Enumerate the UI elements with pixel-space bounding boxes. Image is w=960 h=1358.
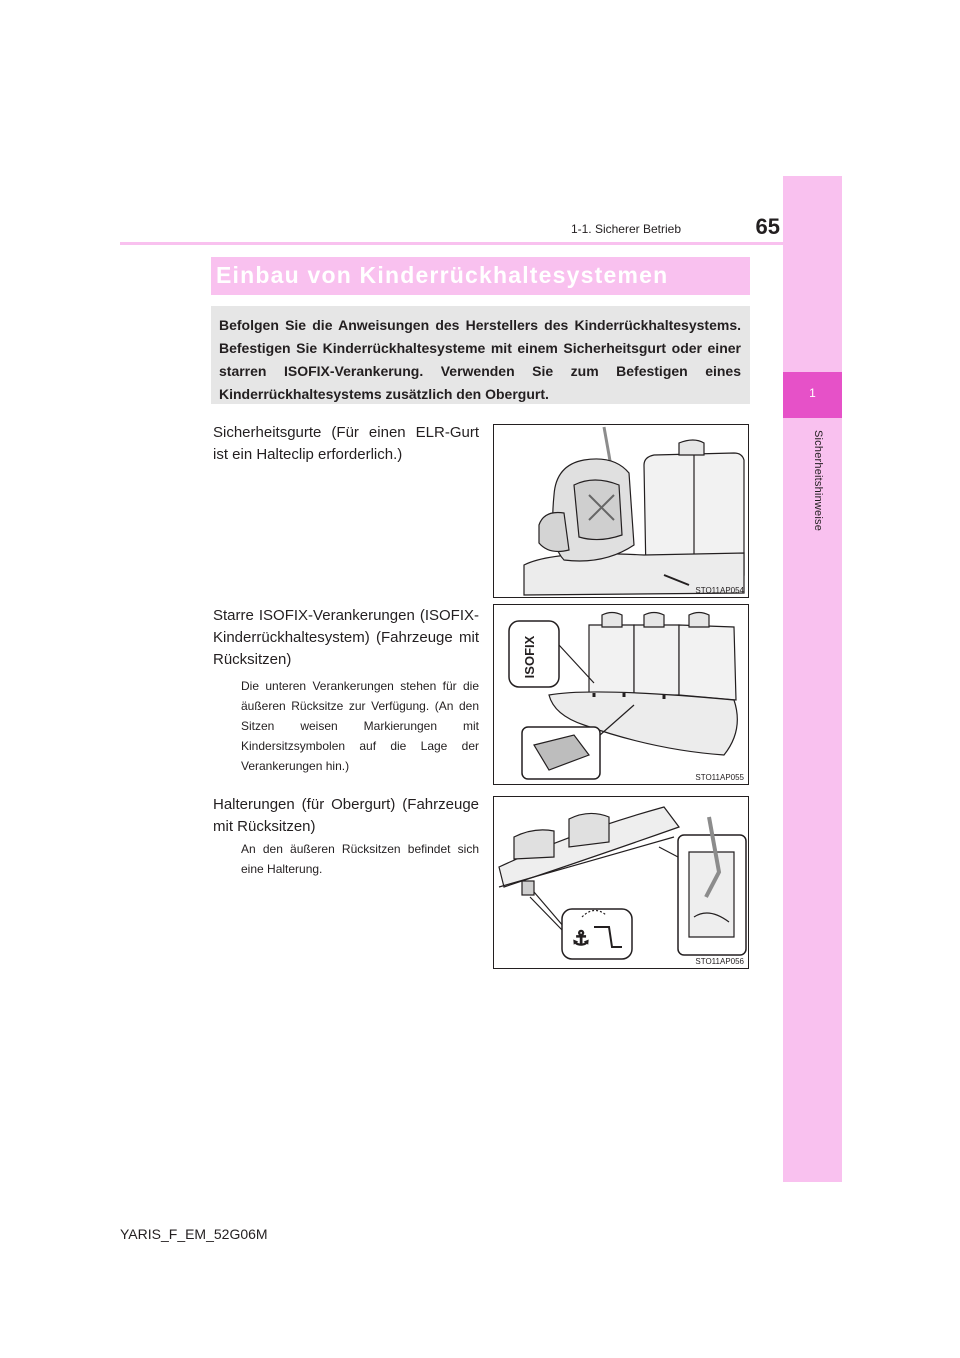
anchor-symbol-icon: ⚓	[572, 926, 590, 950]
isofix-label: ISOFIX	[522, 635, 537, 679]
chapter-side-tab	[783, 176, 842, 1182]
item-isofix-title: Starre ISOFIX-Verankerungen (ISOFIX-Kinderrückhaltesystem) (Fahrzeuge mit Rücksitzen)	[213, 607, 479, 668]
page-number: 65	[755, 214, 780, 239]
item-isofix-description: Die unteren Verankerungen stehen für die äußeren Rücksitze zur Verfügung. (An den Sitzen weisen Markierungen mit Kindersitzsymbolen auf die Lage der Verankerungen hin.)	[241, 679, 479, 773]
isofix-illustration	[494, 605, 749, 785]
item-anchor-title: Halterungen (für Obergurt) (Fahrzeuge mit Rücksitzen)	[213, 796, 479, 835]
figure-code: STO11AP055	[695, 773, 744, 782]
anchor-illustration	[494, 797, 749, 969]
running-header: 1-1. Sicherer Betrieb	[570, 222, 681, 236]
chapter-label: Sicherheitshinweise	[812, 430, 824, 532]
item-seatbelt-title: Sicherheitsgurte (Für einen ELR-Gurt ist ein Halteclip erforderlich.)	[213, 424, 479, 463]
item-anchor-description: An den äußeren Rücksitzen befindet sich eine Halterung.	[241, 842, 479, 876]
document-code: YARIS_F_EM_52G06M	[120, 1226, 268, 1242]
chapter-number: 1	[809, 386, 816, 400]
figure-code: STO11AP054	[695, 586, 744, 595]
figure-code: STO11AP056	[695, 957, 744, 966]
header-divider	[120, 242, 783, 245]
figure-isofix	[493, 604, 749, 785]
seatbelt-illustration	[494, 425, 749, 598]
intro-text: Befolgen Sie die Anweisungen des Herstellers des Kinderrückhaltesystems. Befestigen Sie Kinderrückhaltesysteme mit einem Sicherheitsgurt oder einer starren ISOFIX-Verankerung. Verwenden Sie zum Befestigen eines Kinderrückhaltesystems zusätzlich den Obergurt.	[219, 317, 741, 402]
figure-seatbelt	[493, 424, 749, 598]
section-title: Einbau von Kinderrückhaltesystemen	[216, 262, 669, 288]
figure-anchor	[493, 796, 749, 969]
